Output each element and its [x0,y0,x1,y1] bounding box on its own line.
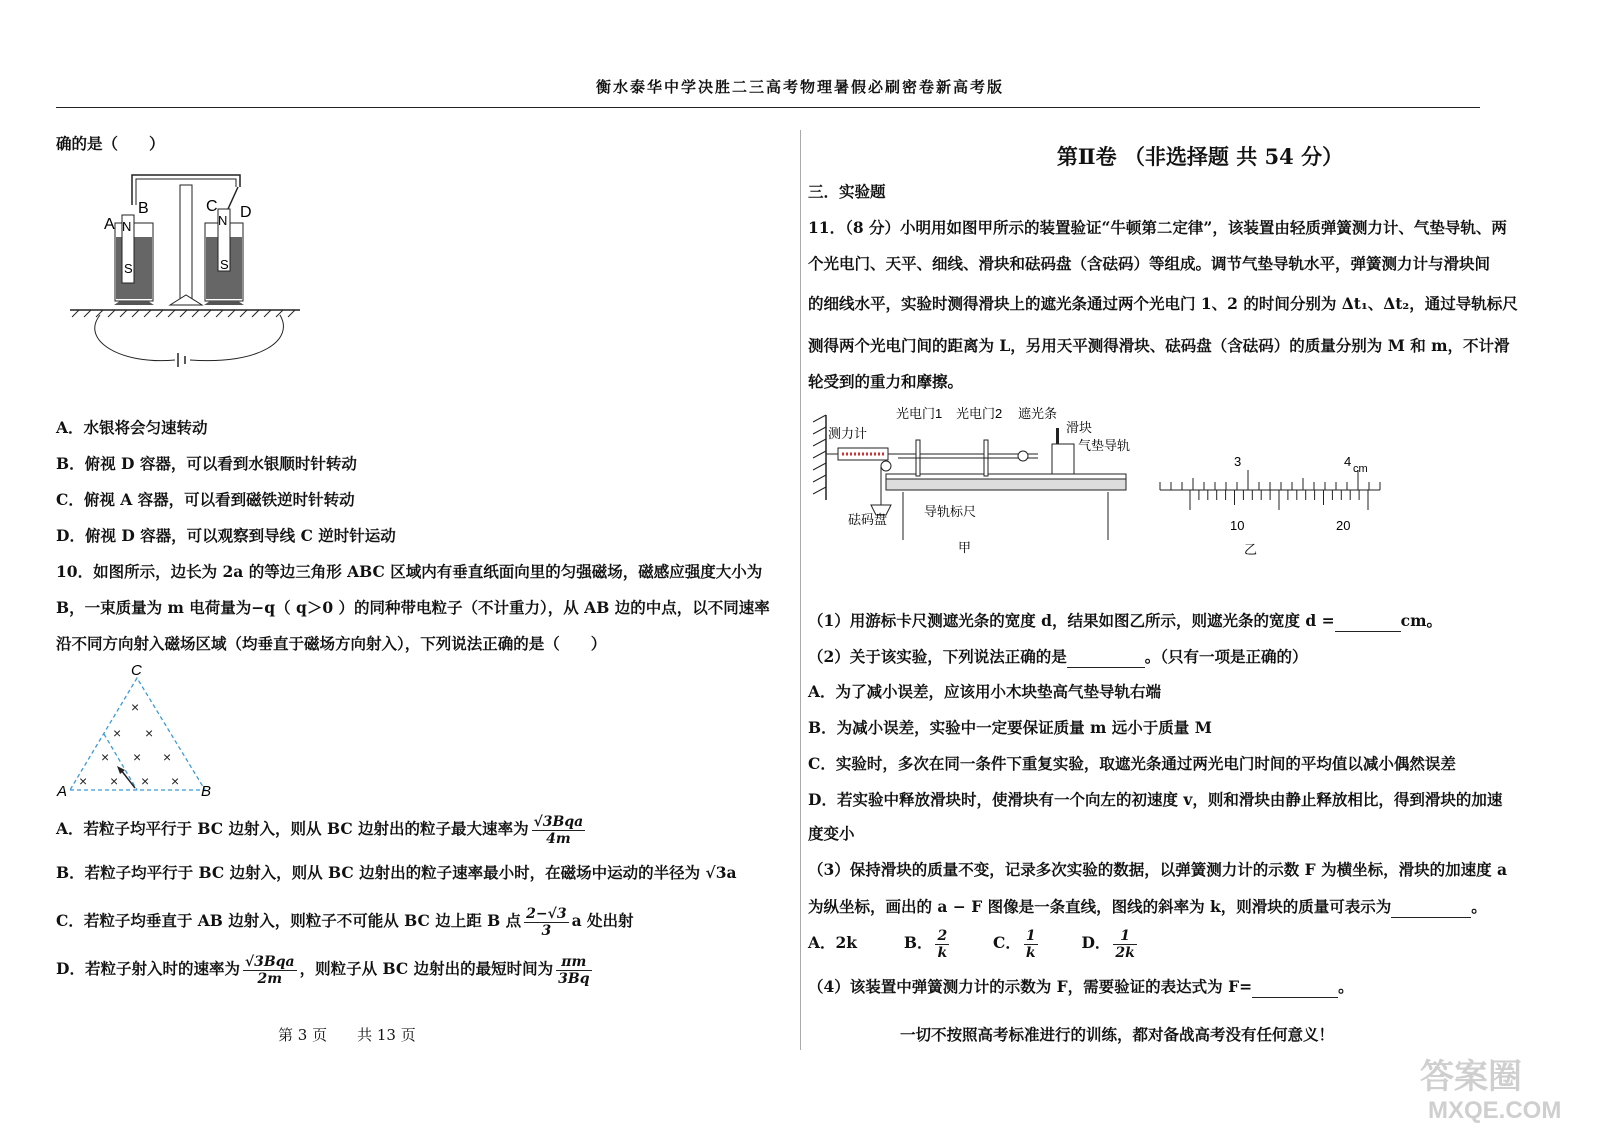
q9-tail: 确的是（ ） [56,134,165,153]
page-header: 衡水泰华中学决胜二三高考物理暑假必刷密卷新高考版 [595,78,1004,96]
q10-figure [55,660,230,805]
header-rule [56,107,1480,108]
q10-option-a: A．若粒子均平行于 BC 边射入，则从 BC 边射出的粒子最大速率为 $\frac{\text{√3Bqa}}{4m}$ [56,813,584,847]
caption-jia: 甲 [958,540,972,555]
caption-yi: 乙 [1244,542,1258,557]
column-divider [800,130,801,1050]
vertex-a: A [57,783,68,800]
tick-vern-10: 10 [1230,518,1245,533]
label-gate1: 光电门1 [896,406,943,421]
label-a: A [104,216,115,233]
tick-vern-20: 20 [1336,518,1351,533]
svg-text:MXQE.COM: MXQE.COM [1428,1097,1562,1124]
field-x: × [131,699,140,715]
field-x: × [101,749,110,765]
unit-cm: cm [1353,463,1368,475]
svg-text:答案圈: 答案圈 [1420,1058,1522,1096]
fig-jia [808,400,1148,560]
label-scale: 导轨标尺 [924,504,977,519]
label-meter: 测力计 [828,426,868,441]
field-x: × [145,725,154,741]
page-footer-slogan: 一切不按照高考标准进行的训练，都对备战高考没有任何意义！ [900,1025,1335,1044]
q11-option-d-1: D．若实验中释放滑块时，使滑块有一个向左的初速度 v，则和滑块由静止释放相比，得到滑块的加速 [808,790,1503,809]
q11-part-3-choices: A．2k B． $\frac{2}{k}$ C． $\frac{1}{k}$ D． $\frac{1}{2k}$ [808,927,1135,961]
q9-option-b: B．俯视 D 容器，可以看到水银顺时针转动 [56,454,357,473]
q9-option-a: A．水银将会匀速转动 [56,418,208,437]
q9-option-c: C．俯视 A 容器，可以看到磁铁逆时针转动 [56,490,355,509]
q11-line-3: 的细线水平，实验时测得滑块上的遮光条通过两个光电门 1、2 的时间分别为 Δt₁、Δt₂，通过导轨标尺 [808,294,1518,313]
field-x: × [141,773,150,789]
fig-yi [1150,450,1390,560]
q10-option-b: B．若粒子均平行于 BC 边射入，则从 BC 边射出的粒子速率最小时，在磁场中运动的半径为 √3a [56,863,737,882]
label-track: 气垫导轨 [1078,438,1131,453]
label-d: D [240,204,252,221]
q10-line-3: 沿不同方向射入磁场区域（均垂直于磁场方向射入），下列说法正确的是（ ） [56,634,607,653]
q10-line-2: B，一束质量为 m 电荷量为−q（ q＞0 ）的同种带电粒子（不计重力），从 AB 边的中点，以不同速率 [56,598,770,617]
q10-option-c: C．若粒子均垂直于 AB 边射入，则粒子不可能从 BC 边上距 B 点 $\frac{2-√3}{3}$ a 处出射 [56,905,634,939]
q11-option-c: C．实验时，多次在同一条件下重复实验，取遮光条通过两光电门时间的平均值以减小偶然误差 [808,754,1456,773]
q11-line-2: 个光电门、天平、细线、滑块和砝码盘（含砝码）等组成。调节气垫导轨水平，弹簧测力计与滑块间 [808,254,1491,273]
q11-line-5: 轮受到的重力和摩擦。 [808,372,964,391]
field-x: × [110,773,119,789]
field-x: × [113,725,122,741]
watermark-logo [1400,1048,1590,1124]
label-c: C [206,198,218,215]
field-x: × [171,773,180,789]
q11-part-1: （1）用游标卡尺测遮光条的宽度 d，结果如图乙所示，则遮光条的宽度 d = cm。 [808,611,1442,630]
pole-s-right: S [220,257,229,272]
tick-main-4: 4 [1344,454,1352,469]
label-pan: 砝码盘 [848,512,888,527]
q10-option-d: D．若粒子射入时的速率为 $\frac{\text{√3Bqa}}{2m}$ ，则粒子从 BC 边射出的最短时间为 $\frac{\pi m}{3Bq}$ [56,953,590,987]
q11-line-4: 测得两个光电门间的距离为 L，另用天平测得滑块、砝码盘（含砝码）的质量分别为 M 和 m，不计滑 [808,336,1510,355]
vertex-b: B [201,783,212,800]
label-slider: 滑块 [1066,420,1093,435]
pole-n-right: N [218,213,228,228]
tick-main-3: 3 [1234,454,1242,469]
q11-option-d-2: 度变小 [808,824,855,843]
q9-figure [60,165,320,375]
q11-part-3-line-2: 为纵坐标，画出的 a − F 图像是一条直线，图线的斜率为 k，则滑块的质量可表示为 。 [808,897,1487,916]
q11-part-4: （4）该装置中弹簧测力计的示数为 F，需要验证的表达式为 F= 。 [808,977,1354,996]
label-b: B [138,200,149,217]
field-x: × [79,773,88,789]
label-shade: 遮光条 [1018,406,1058,421]
pole-n-left: N [122,219,132,234]
q11-part-2: （2）关于该实验，下列说法正确的是 。（只有一项是正确的） [808,647,1308,666]
page-footer-number: 第 3 页 共 13 页 [278,1026,416,1044]
section-title: 第Ⅱ卷 （非选择题 共 54 分） [1056,144,1344,169]
field-x: × [133,749,142,765]
q11-part-3-line-1: （3）保持滑块的质量不变，记录多次实验的数据，以弹簧测力计的示数 F 为横坐标，滑块的加速度 a [808,860,1508,879]
section-sub: 三．实验题 [808,182,886,201]
field-x: × [163,749,172,765]
vertex-c: C [131,662,142,679]
q10-line-1: 10．如图所示，边长为 2a 的等边三角形 ABC 区域内有垂直纸面向里的匀强磁场，磁感应强度大小为 [56,562,763,581]
q11-option-b: B．为减小误差，实验中一定要保证质量 m 远小于质量 M [808,718,1212,737]
q9-option-d: D．俯视 D 容器，可以观察到导线 C 逆时针运动 [56,526,396,545]
label-gate2: 光电门2 [956,406,1003,421]
q11-option-a: A．为了减小误差，应该用小木块垫高气垫导轨右端 [808,682,1162,701]
q11-line-1: 11．（8 分）小明用如图甲所示的装置验证“牛顿第二定律”，该装置由轻质弹簧测力计、气垫导轨、两 [808,218,1507,237]
pole-s-left: S [124,261,133,276]
